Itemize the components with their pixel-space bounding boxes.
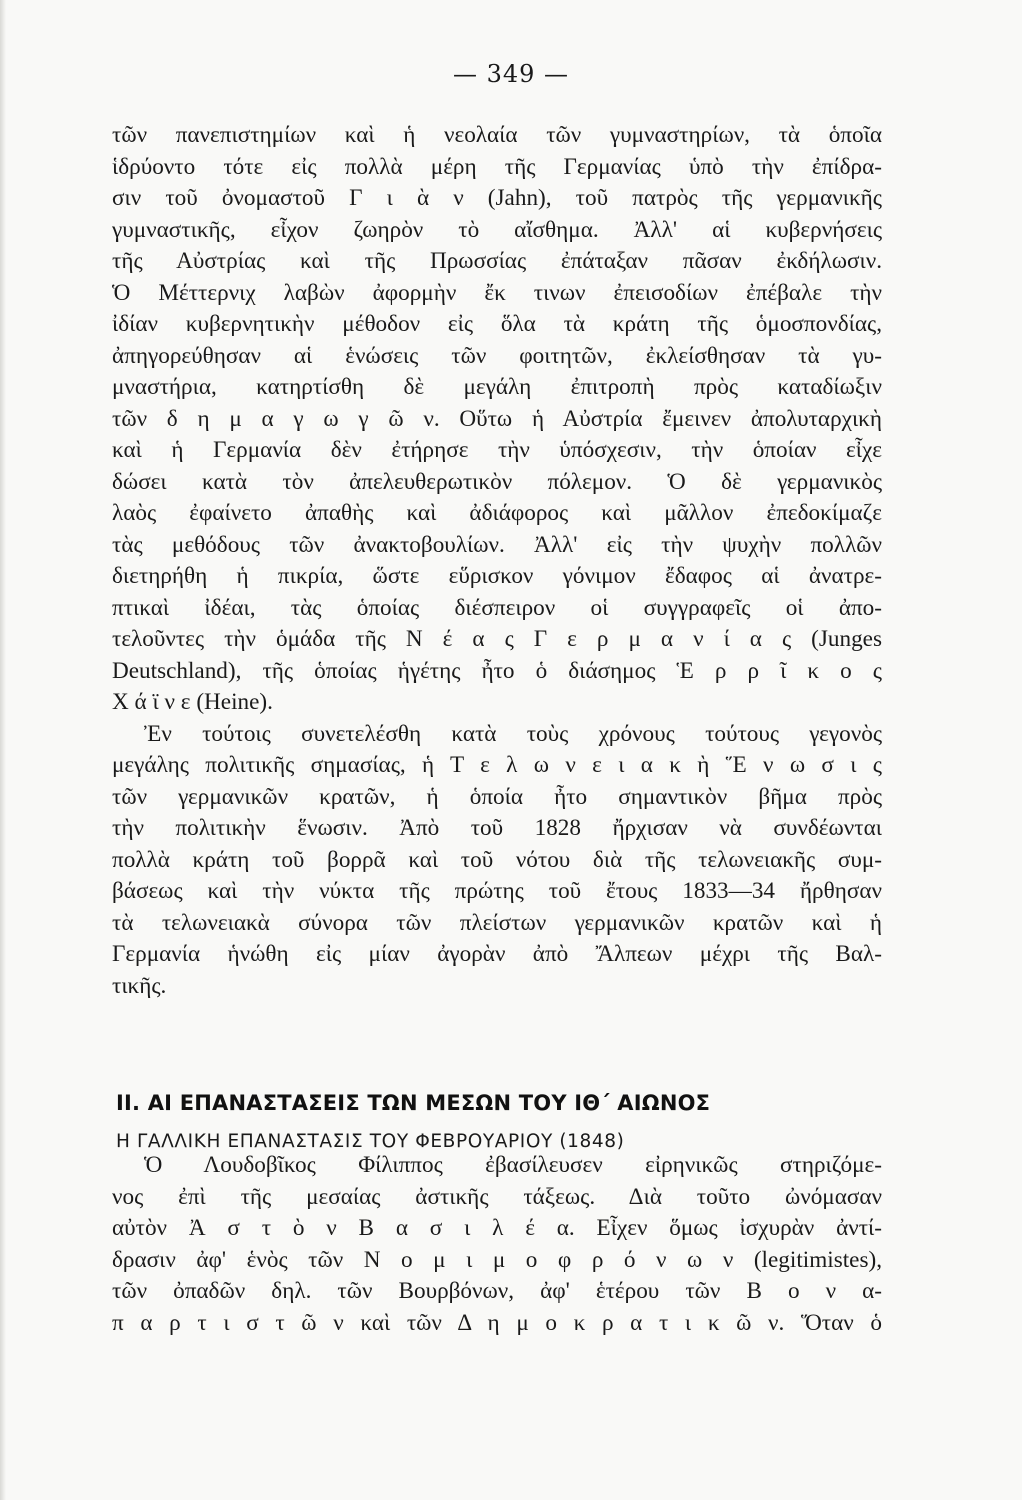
text-line: γυμναστικῆς, εἶχον ζωηρὸν τὸ αἴσθημα. Ἀλλ' αἱ κυβερνήσεις xyxy=(112,216,882,243)
text-line: λαὸς ἐφαίνετο ἀπαθὴς καὶ ἀδιάφορος καὶ μᾶλλον ἐπεδοκίμαζε xyxy=(112,500,882,526)
text-line: ἰδίαν κυβερνητικὴν μέθοδον εἰς ὅλα τὰ κράτη τῆς ὁμοσπονδίας, xyxy=(112,311,882,337)
body-text-lower xyxy=(112,1150,882,1339)
text-line: καὶ ἡ Γερμανία δὲν ἐτήρησε τὴν ὑπόσχεσιν, τὴν ὁποίαν εἶχε xyxy=(112,437,882,463)
text-line: Ὁ Λουδοβῖκος Φίλιππος ἐβασίλευσεν εἰρηνικῶς στηριζόμε- xyxy=(144,1152,882,1178)
text-line: τὰ τελωνειακὰ σύνορα τῶν πλείστων γερμανικῶν κρατῶν καὶ ἡ xyxy=(112,909,882,936)
text-line: αὐτὸν Ἀ σ τ ὸ ν Β α σ ι λ έ α. Εἶχεν ὅμως ἰσχυρὰν ἀντί- xyxy=(112,1215,882,1241)
text-line: διετηρήθη ἡ πικρία, ὥστε εὕρισκον γόνιμον ἔδαφος αἱ ἀνατρε- xyxy=(112,563,882,589)
page-edge-shadow xyxy=(0,0,6,1500)
text-line: τῶν γερμανικῶν κρατῶν, ἡ ὁποία ἦτο σημαντικὸν βῆμα πρὸς xyxy=(112,783,882,810)
text-line: τὴν πολιτικὴν ἕνωσιν. Ἀπὸ τοῦ 1828 ἤρχισαν νὰ συνδέωνται xyxy=(112,815,882,841)
text-line: τῶν ὀπαδῶν δηλ. τῶν Βουρβόνων, ἀφ' ἑτέρου τῶν Β ο ν α- xyxy=(112,1278,882,1304)
text-line: τὰς μεθόδους τῶν ἀνακτοβουλίων. Ἀλλ' εἰς τὴν ψυχὴν πολλῶν xyxy=(112,531,882,558)
text-line: ἱδρύοντο τότε εἰς πολλὰ μέρη τῆς Γερμανίας ὑπὸ τὴν ἐπίδρα- xyxy=(112,153,882,180)
text-line: Ὁ Μέττερνιχ λαβὼν ἀφορμὴν ἔκ τινων ἐπεισοδίων ἐπέβαλε τὴν xyxy=(112,279,882,306)
body-text-upper xyxy=(112,120,882,1002)
text-line: μεγάλης πολιτικῆς σημασίας, ἡ Τ ε λ ω ν ε ι α κ ὴ Ἕ ν ω σ ι ς xyxy=(112,752,882,778)
text-line: Deutschland), τῆς ὁποίας ἡγέτης ἦτο ὁ διάσημος Ἑ ρ ρ ῖ κ ο ς xyxy=(112,657,882,684)
text-line: μναστήρια, κατηρτίσθη δὲ μεγάλη ἐπιτροπὴ πρὸς καταδίωξιν xyxy=(112,374,882,400)
text-line: πτικαὶ ἰδέαι, τὰς ὁποίας διέσπειρον οἱ συγγραφεῖς οἱ ἀπο- xyxy=(112,594,882,621)
text-line: πολλὰ κράτη τοῦ βορρᾶ καὶ τοῦ νότου διὰ τῆς τελωνειακῆς συμ- xyxy=(112,846,882,873)
text-line: τικῆς. xyxy=(112,972,167,999)
page-number: — 349 — xyxy=(452,60,570,88)
text-line: Γερμανία ἡνώθη εἰς μίαν ἀγορὰν ἀπὸ Ἄλπεων μέχρι τῆς Βαλ- xyxy=(112,941,882,967)
section-subheading: Η ΓΑΛΛΙΚΗ ΕΠΑΝΑΣΤΑΣΙΣ ΤΟΥ ΦΕΒΡΟΥΑΡΙΟΥ (1848) xyxy=(116,1131,625,1152)
text-line: δρασιν ἀφ' ἑνὸς τῶν Ν ο μ ι μ ο φ ρ ό ν ω ν (legitimistes), xyxy=(112,1246,882,1273)
text-line: τῶν πανεπιστημίων καὶ ἡ νεολαία τῶν γυμναστηρίων, τὰ ὁποῖα xyxy=(112,122,882,148)
text-line: τελοῦντες τὴν ὁμάδα τῆς Ν έ α ς Γ ε ρ μ α ν ί α ς (Junges xyxy=(112,626,882,652)
text-line: τῆς Αὐστρίας καὶ τῆς Πρωσσίας ἐπάταξαν πᾶσαν ἐκδήλωσιν. xyxy=(112,248,882,274)
text-line: νος ἐπὶ τῆς μεσαίας ἀστικῆς τάξεως. Διὰ τοῦτο ὠνόμασαν xyxy=(112,1183,882,1210)
text-line: δώσει κατὰ τὸν ἀπελευθερωτικὸν πόλεμον. Ὁ δὲ γερμανικὸς xyxy=(112,468,882,495)
text-line: ἀπηγορεύθησαν αἱ ἑνώσεις τῶν φοιτητῶν, ἐκλείσθησαν τὰ γυ- xyxy=(112,342,882,369)
section-heading: II. ΑΙ ΕΠΑΝΑΣΤΑΣΕΙΣ ΤΩΝ ΜΕΣΩΝ ΤΟΥ ΙΘ΄ ΑΙΩΝΟΣ xyxy=(116,1091,711,1115)
text-line: τῶν δ η μ α γ ω γ ῶ ν. Οὕτω ἡ Αὐστρία ἔμεινεν ἀπολυταρχικὴ xyxy=(112,405,882,432)
text-line: Χ ά ϊ ν ε (Heine). xyxy=(112,689,273,715)
text-line: βάσεως καὶ τὴν νύκτα τῆς πρώτης τοῦ ἔτους 1833—34 ἤρθησαν xyxy=(112,878,882,904)
text-line: Ἐν τούτοις συνετελέσθη κατὰ τοὺς χρόνους τούτους γεγονὸς xyxy=(144,720,882,747)
text-line: π α ρ τ ι σ τ ῶ ν καὶ τῶν Δ η μ ο κ ρ α τ ι κ ῶ ν. Ὅταν ὁ xyxy=(112,1309,882,1336)
text-line: σιν τοῦ ὀνομαστοῦ Γ ι ὰ ν (Jahn), τοῦ πατρὸς τῆς γερμανικῆς xyxy=(112,185,882,211)
